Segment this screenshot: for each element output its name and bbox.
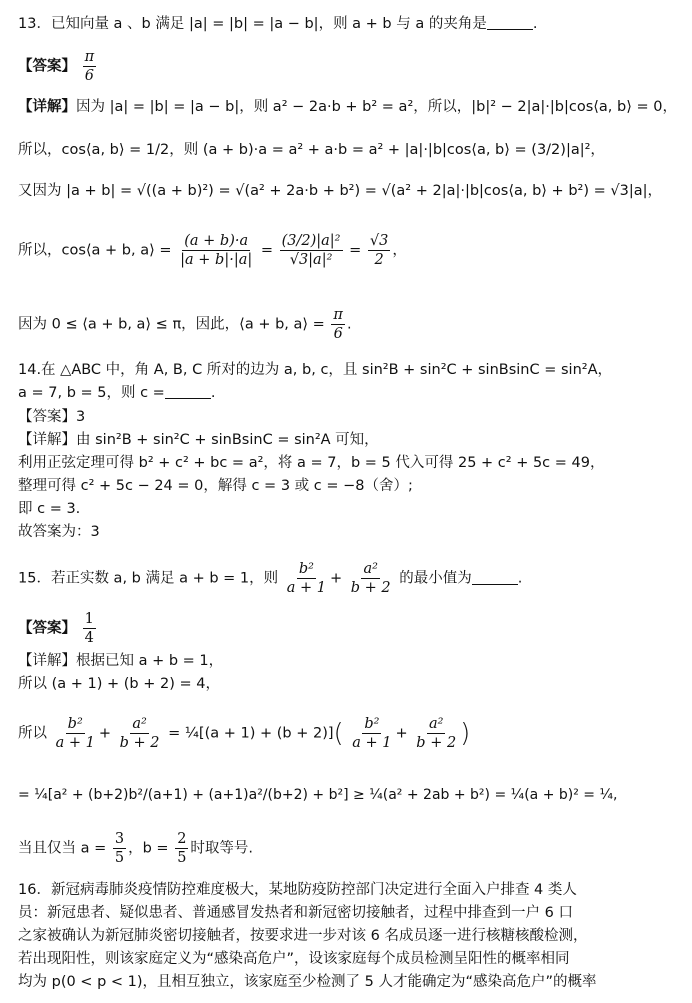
q15-detail-1: 【详解】根据已知 a + b = 1，: [18, 653, 224, 669]
q13-detail-2: 所以，cos⟨a, b⟩ = 1/2，则 (a + b)·a = a² + a·b = a² + |a|·|b|cos⟨a, b⟩ = (3/2)|a|²，: [18, 142, 605, 158]
q13-detail-3: 又因为 |a + b| = √((a + b)²) = √(a² + 2a·b + b²) = √(a² + 2|a|·|b|cos⟨a, b⟩ + b²) = √3|a|，: [18, 183, 662, 199]
q14-detail-2: 利用正弦定理可得 b² + c² + bc = a²，将 a = 7，b = 5 代入可得 25 + c² + 5c = 49，: [18, 455, 605, 471]
cos-fraction-2: $\frac{\text{(3/2)|a|²}}{\text{√3|a|²}}$: [281, 233, 341, 268]
angle-fraction: $\frac{\pi}{6}$: [333, 307, 343, 342]
d3-fraction-4: $\frac{\text{a²}}{b + 2}$: [416, 716, 457, 751]
q16-line-1: 16．新冠病毒肺炎疫情防控难度极大，某地防疫防控部门决定进行全面入户排查 4 类人: [18, 882, 577, 898]
q13-detail-1: 【详解】因为 |a| = |b| = |a − b|，则 a² − 2a·b + b² = a²，所以，|b|² − 2|a|·|b|cos⟨a, b⟩ = 0，: [18, 99, 677, 115]
q14-answer: 【答案】3: [18, 409, 86, 425]
q16-line-5: 均为 p(0 < p < 1)，且相互独立，该家庭至少检测了 5 人才能确定为“感染高危户”的概率: [18, 974, 597, 990]
d3-fraction-2: $\frac{\text{a²}}{b + 2}$: [119, 716, 160, 751]
q14-detail-4: 即 c = 3.: [18, 501, 81, 517]
q16-line-3: 之家被确认为新冠肺炎密切接触者，按要求进一步对该 6 名成员逐一进行核糖核酸检测，: [18, 928, 588, 944]
answer-fraction: $\frac{1}{4}$: [84, 611, 94, 646]
q14-stem-2: a = 7, b = 5，则 c = .: [18, 385, 216, 401]
q14-detail-1: 【详解】由 sin²B + sin²C + sinBsinC = sin²A 可知，: [18, 432, 379, 448]
q14-detail-5: 故答案为：3: [18, 524, 100, 540]
q15-detail-4: = ¼[a² + (b+2)b²/(a+1) + (a+1)a²/(b+2) + b²] ≥ ¼(a² + 2ab + b²) = ¼(a + b)² = ¼,: [18, 787, 618, 803]
b-value-fraction: $\frac{2}{5}$: [177, 831, 187, 866]
d3-fraction-3: $\frac{\text{b²}}{a + 1}$: [352, 716, 392, 751]
q16-line-4: 若出现阳性，则该家庭定义为“感染高危户”，设该家庭每个成员检测呈阳性的概率相同: [18, 951, 570, 967]
q15-detail-5: 当且仅当 a = $\frac{3}{5}$ ，b = $\frac{2}{5}$ 时取等号.: [18, 831, 254, 866]
q14-stem-1: 14.在 △ABC 中，角 A, B, C 所对的边为 a, b, c，且 sin²B + sin²C + sinBsinC = sin²A，: [18, 362, 612, 378]
q13-detail-4: 所以，cos⟨a + b, a⟩ = $\frac{(a + b)\cdot a}{|a + b|\cdot|a|}$ = $\frac{\text{(3/2)|a|²}}{\text{√3|a|²}}$ = $\frac{√3}{2}$ ，: [18, 233, 407, 268]
a-value-fraction: $\frac{3}{5}$: [114, 831, 125, 866]
q13-detail-5: 因为 0 ≤ ⟨a + b, a⟩ ≤ π，因此，⟨a + b, a⟩ = $\frac{\pi}{6}$ .: [18, 307, 352, 342]
answer-blank: [165, 384, 211, 399]
stem-fraction-1: $\frac{\text{b²}}{a + 1}$: [286, 561, 326, 596]
q16-line-2: 员：新冠患者、疑似患者、普通感冒发热者和新冠密切接触者，过程中排查到一户 6 口: [18, 905, 573, 921]
q13-answer: 【答案】 $\frac{\pi}{6}$: [18, 49, 95, 84]
q15-detail-2: 所以 (a + 1) + (b + 2) = 4，: [18, 676, 220, 692]
answer-blank: [487, 15, 533, 30]
stem-fraction-2: $\frac{\text{a²}}{b + 2}$: [350, 561, 391, 596]
q14-detail-3: 整理可得 c² + 5c − 24 = 0，解得 c = 3 或 c = −8（舍）;: [18, 478, 413, 494]
cos-fraction-3: $\frac{√3}{2}$: [369, 233, 389, 268]
q15-answer: 【答案】 $\frac{1}{4}$: [18, 611, 94, 646]
d3-fraction-1: $\frac{\text{b²}}{a + 1}$: [55, 716, 95, 751]
q13-stem: 13．已知向量 a 、b 满足 |a| = |b| = |a − b|，则 a + b 与 a 的夹角是 .: [18, 16, 538, 32]
cos-fraction: $\frac{(a + b)\cdot a}{|a + b|\cdot|a|}$: [180, 233, 253, 268]
answer-fraction: $\frac{\pi}{6}$: [84, 49, 95, 84]
q15-detail-3: 所以 $\frac{\text{b²}}{a + 1}$ + $\frac{\text{a²}}{b + 2}$ = ¼[(a + 1) + (b + 2)]( $\frac{\text{b²}}{a + 1}$ + $\frac{\text{a²}}{b + 2}$ ): [18, 716, 471, 751]
q15-stem: 15．若正实数 a, b 满足 a + b = 1，则 $\frac{\text{b²}}{a + 1}$ + $\frac{\text{a²}}{b + 2}$ 的最小值为 .: [18, 561, 523, 596]
answer-blank: [472, 570, 518, 585]
